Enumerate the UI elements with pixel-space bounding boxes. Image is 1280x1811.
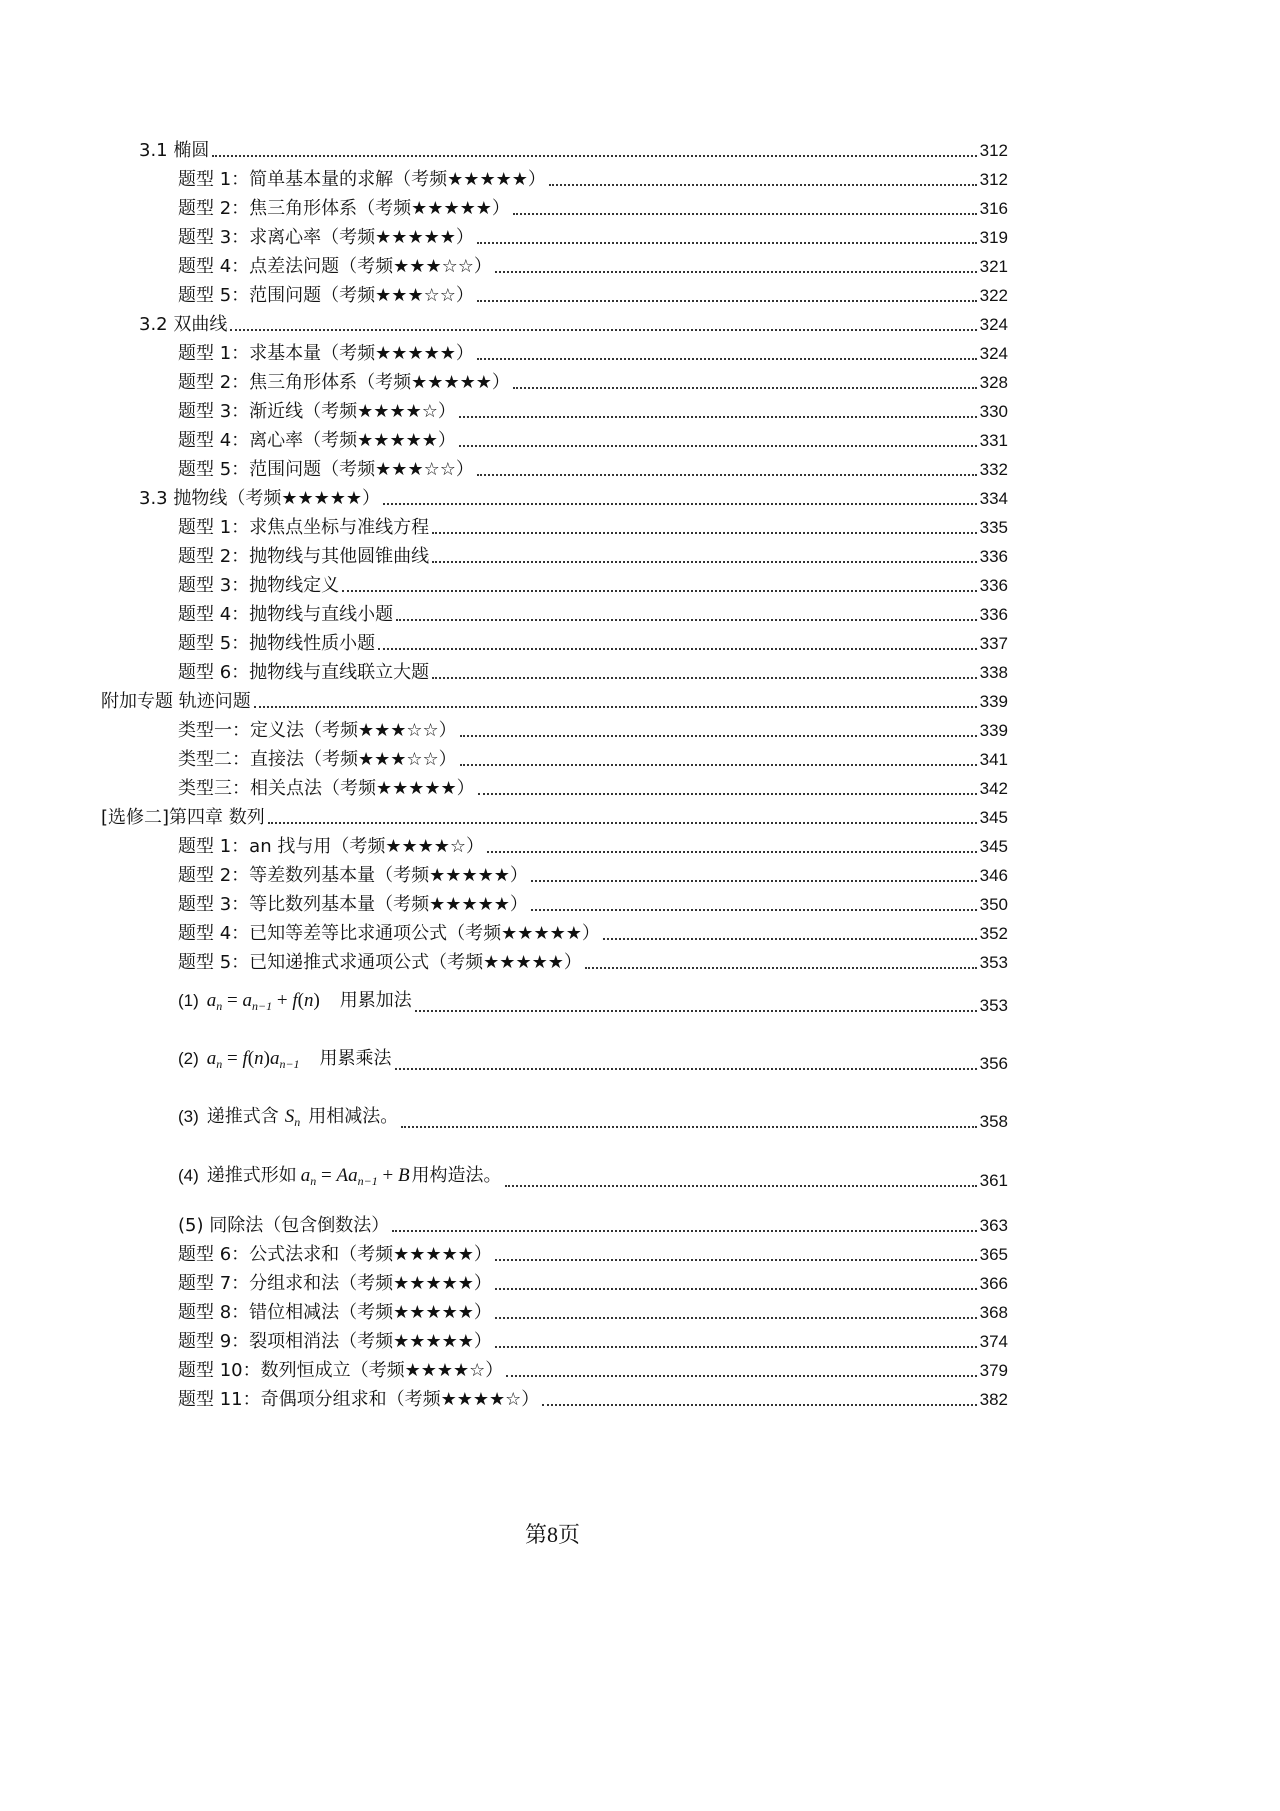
toc-entry[interactable] [178,341,1008,365]
toc-entry-page: 339 [979,692,1008,711]
toc-entry[interactable] [178,1271,1008,1295]
toc-entry-page: 341 [979,750,1008,769]
toc-entry[interactable] [178,573,1008,597]
toc-entry-label: [选修二]第四章 数列 [101,807,265,828]
method-text: 用相减法。 [308,1106,399,1127]
toc-entry-page: 335 [979,518,1008,537]
toc-entry-label: 题型 5：抛物线性质小题 [178,633,376,654]
toc-entry-label: 题型 3：求离心率（考频★★★★★） [178,227,474,248]
dot-leader [268,822,977,824]
toc-entry-label: 题型 5：已知递推式求通项公式（考频★★★★★） [178,952,582,973]
toc-entry-label: 题型 5：范围问题（考频★★★☆☆） [178,459,474,480]
toc-entry-page: 379 [979,1361,1008,1380]
toc-entry-page: 352 [979,924,1008,943]
dot-leader [432,677,976,679]
toc-entry[interactable] [101,689,1008,713]
toc-entry-label: 题型 4：点差法问题（考频★★★☆☆） [178,256,492,277]
dot-leader [254,706,977,708]
toc-entry-page: 316 [979,199,1008,218]
toc-entry-label: (5) 同除法（包含倒数法） [178,1215,390,1236]
toc-entry-page: 324 [979,344,1008,363]
toc-entry-label: 题型 3：抛物线定义 [178,575,340,596]
dot-leader [531,880,977,882]
toc-entry-label: 题型 1：求焦点坐标与准线方程 [178,517,430,538]
toc-entry-page: 345 [979,808,1008,827]
toc-entry[interactable] [139,312,1008,336]
toc-entry-page: 321 [979,257,1008,276]
dot-leader [477,242,977,244]
toc-entry-page: 331 [979,431,1008,450]
toc-entry-page: 330 [979,402,1008,421]
toc-entry-label: 题型 4：抛物线与直线小题 [178,604,394,625]
condition-text: 递推式含 [206,1106,279,1127]
sum-symbol: $S_n$ [284,1106,301,1129]
toc-entry[interactable] [101,805,1008,829]
method-text: 用累乘法 [319,1048,392,1069]
toc-entry-page: 356 [979,1054,1008,1073]
dot-leader [513,387,977,389]
dot-leader [460,735,977,737]
toc-entry-label: 题型 7：分组求和法（考频★★★★★） [178,1273,492,1294]
dot-leader [396,619,976,621]
toc-entry[interactable] [178,921,1008,945]
dot-leader [477,474,977,476]
toc-entry-label: 类型三：相关点法（考频★★★★★） [178,778,475,799]
dot-leader [432,561,976,563]
dot-leader [549,184,977,186]
dot-leader [395,1068,977,1070]
toc-formula-entry[interactable] [178,990,1008,1017]
toc-entry-page: 336 [979,547,1008,566]
toc-entry-page: 361 [979,1171,1008,1190]
toc-formula-entry[interactable] [178,1106,1008,1133]
toc-entry[interactable] [178,834,1008,858]
dot-leader [477,358,977,360]
method-text: 用累加法 [339,990,412,1011]
item-number: (3) [178,1107,199,1126]
toc-entry[interactable] [139,138,1008,162]
toc-entry-label: 题型 2：抛物线与其他圆锥曲线 [178,546,430,567]
toc-entry-page: 338 [979,663,1008,682]
toc-entry[interactable] [178,718,1008,742]
toc-entry-page: 358 [979,1112,1008,1131]
toc-entry-label: 题型 10：数列恒成立（考频★★★★☆） [178,1360,504,1381]
toc-entry[interactable] [178,776,1008,800]
toc-entry-label: 题型 8：错位相减法（考频★★★★★） [178,1302,492,1323]
item-number: (1) [178,991,199,1010]
toc-entry[interactable] [178,428,1008,452]
toc-entry[interactable] [178,1242,1008,1266]
toc-entry-label [178,990,412,1017]
item-number: (2) [178,1049,199,1068]
dot-leader [478,793,977,795]
dot-leader [495,1346,977,1348]
toc-entry-label: 3.1 椭圆 [139,140,210,161]
toc-entry[interactable] [178,515,1008,539]
toc-entry-label: 题型 1：简单基本量的求解（考频★★★★★） [178,169,546,190]
toc-entry[interactable] [178,1300,1008,1324]
dot-leader [432,532,976,534]
toc-entry-label: 题型 4：离心率（考频★★★★★） [178,430,456,451]
toc-entry-label [178,1048,392,1075]
toc-entry-page: 312 [979,170,1008,189]
toc-entry-label: 类型一：定义法（考频★★★☆☆） [178,720,457,741]
toc-entry-label: 题型 1：求基本量（考频★★★★★） [178,343,474,364]
toc-entry-page: 345 [979,837,1008,856]
condition-text: 递推式形如 [206,1165,297,1186]
toc-entry-page: 336 [979,576,1008,595]
toc-entry-page: 328 [979,373,1008,392]
toc-formula-entry[interactable] [178,1048,1008,1075]
toc-entry-page: 350 [979,895,1008,914]
toc-entry-page: 336 [979,605,1008,624]
toc-entry[interactable] [178,1213,1008,1237]
toc-entry-page: 312 [979,141,1008,160]
toc-entry-page: 324 [979,315,1008,334]
recurrence-formula: $a_n = a_{n-1} + f(n)$ [206,990,320,1013]
toc-entry[interactable] [178,254,1008,278]
toc-entry-page: 346 [979,866,1008,885]
dot-leader [505,1185,977,1187]
toc-entry-page: 368 [979,1303,1008,1322]
toc-entry-page: 332 [979,460,1008,479]
toc-entry-page: 374 [979,1332,1008,1351]
toc-entry[interactable] [178,660,1008,684]
toc-entry-label: 题型 3：等比数列基本量（考频★★★★★） [178,894,528,915]
toc-entry-label: 3.2 双曲线 [139,314,228,335]
dot-leader [506,1375,976,1377]
toc-entry[interactable] [139,486,1008,510]
toc-entry-label: 题型 6：公式法求和（考频★★★★★） [178,1244,492,1265]
toc-entry[interactable] [178,225,1008,249]
toc-entry-page: 363 [979,1216,1008,1235]
dot-leader [459,416,977,418]
dot-leader [603,938,977,940]
toc-entry-label: 类型二：直接法（考频★★★☆☆） [178,749,457,770]
dot-leader [212,155,976,157]
toc-entry-label: 题型 2：等差数列基本量（考频★★★★★） [178,865,528,886]
toc-entry[interactable] [178,544,1008,568]
toc-entry-page: 353 [979,953,1008,972]
toc-entry[interactable] [178,631,1008,655]
dot-leader [495,1288,977,1290]
toc-entry-label: 题型 3：渐近线（考频★★★★☆） [178,401,456,422]
page-footer: 第8页 [524,1522,580,1547]
toc-entry-page: 322 [979,286,1008,305]
toc-entry-label: 附加专题 轨迹问题 [101,691,251,712]
dot-leader [531,909,977,911]
dot-leader [230,329,976,331]
item-number: (4) [178,1166,199,1185]
toc-entry-label [178,1106,398,1133]
toc-entry-label: 题型 6：抛物线与直线联立大题 [178,662,430,683]
toc-entry-page: 382 [979,1390,1008,1409]
toc-entry-label [178,1165,502,1192]
dot-leader [378,648,976,650]
dot-leader [392,1230,976,1232]
toc-entry-label: 题型 11：奇偶项分组求和（考频★★★★☆） [178,1389,540,1410]
toc-entry[interactable] [178,1387,1008,1411]
toc-entry-page: 342 [979,779,1008,798]
dot-leader [495,1317,977,1319]
dot-leader [495,1259,977,1261]
toc-entry-page: 365 [979,1245,1008,1264]
toc-entry-page: 339 [979,721,1008,740]
toc-entry[interactable] [178,1329,1008,1353]
dot-leader [542,1404,976,1406]
dot-leader [460,764,977,766]
toc-entry-page: 337 [979,634,1008,653]
dot-leader [459,445,977,447]
toc-entry[interactable] [178,602,1008,626]
dot-leader [513,213,977,215]
toc-entry[interactable] [178,1358,1008,1382]
toc-entry-page: 319 [979,228,1008,247]
toc-entry-label: 题型 9：裂项相消法（考频★★★★★） [178,1331,492,1352]
toc-entry-label: 题型 2：焦三角形体系（考频★★★★★） [178,198,510,219]
toc-entry[interactable] [178,747,1008,771]
toc-entry-label: 题型 2：焦三角形体系（考频★★★★★） [178,372,510,393]
dot-leader [342,590,976,592]
toc-entry-page: 334 [979,489,1008,508]
toc-entry[interactable] [178,457,1008,481]
dot-leader [383,503,977,505]
toc-entry[interactable] [178,399,1008,423]
toc-entry-label: 题型 4：已知等差等比求通项公式（考频★★★★★） [178,923,600,944]
dot-leader [477,300,977,302]
toc-entry[interactable] [178,950,1008,974]
toc-formula-entry[interactable] [178,1165,1008,1192]
toc-entry[interactable] [178,863,1008,887]
toc-entry[interactable] [178,370,1008,394]
toc-entry[interactable] [178,283,1008,307]
dot-leader [401,1126,976,1128]
toc-entry[interactable] [178,196,1008,220]
dot-leader [495,271,977,273]
toc-entry-label: 题型 5：范围问题（考频★★★☆☆） [178,285,474,306]
toc-entry-page: 353 [979,996,1008,1015]
dot-leader [415,1010,977,1012]
toc-entry-label: 题型 1：an 找与用（考频★★★★☆） [178,836,485,857]
recurrence-formula: $a_n = Aa_{n-1} + B$ [300,1165,410,1188]
dot-leader [487,851,977,853]
recurrence-formula: $a_n = f(n)a_{n-1}$ [206,1048,300,1071]
toc-entry[interactable] [178,892,1008,916]
toc-entry[interactable] [178,167,1008,191]
toc-entry-page: 366 [979,1274,1008,1293]
toc-entry-label: 3.3 抛物线（考频★★★★★） [139,488,381,509]
method-text: 用构造法。 [411,1165,502,1186]
dot-leader [585,967,977,969]
